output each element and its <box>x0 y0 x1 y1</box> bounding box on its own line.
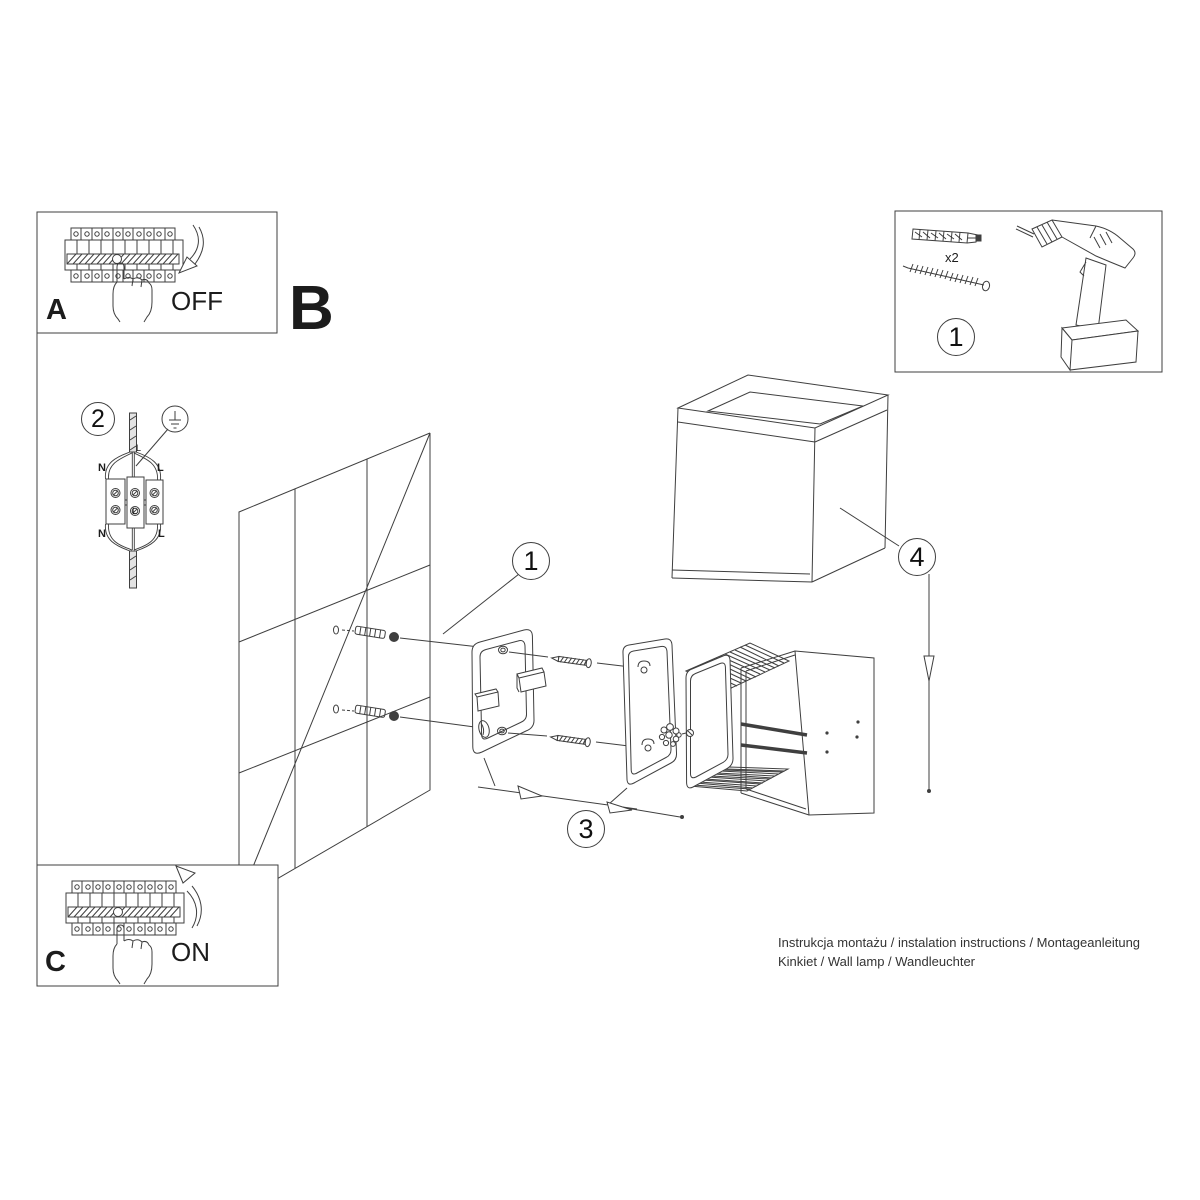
panel-a-label: A <box>46 294 67 326</box>
panel-c-label: C <box>45 946 66 978</box>
wiring-marker: 2 <box>81 402 115 436</box>
mains-cable-bottom <box>130 551 137 588</box>
step-shade-marker: 4 <box>898 538 936 576</box>
callout-step4-line <box>924 574 934 793</box>
terminal-l-top: L <box>157 462 164 474</box>
ground-symbol-icon <box>136 406 188 466</box>
frame-box-kit <box>895 211 1162 372</box>
step-insert-marker: 3 <box>567 810 605 848</box>
back-housing-drawing <box>741 651 874 815</box>
kit-marker: 1 <box>937 318 975 356</box>
wire-label-l-top: L <box>136 443 142 453</box>
panel-b-label: B <box>289 274 334 343</box>
fixing-screw-lower <box>508 733 645 748</box>
panel-a-action-off: OFF <box>171 286 223 316</box>
wall-drawing <box>239 433 430 901</box>
panel-c-action-on: ON <box>171 937 210 967</box>
circuit-breaker-icon <box>66 881 184 935</box>
callout-step1-line <box>443 574 519 634</box>
gasket-frame-drawing <box>623 639 677 784</box>
footer-line1: Instrukcja montażu / instalation instructions / Montageanleitung <box>778 935 1141 950</box>
kit-quantity: x2 <box>945 250 959 265</box>
lamp-module-drawing <box>686 643 789 791</box>
footer-line2: Kinkiet / Wall lamp / Wandleuchter <box>778 954 975 969</box>
anchor-screw-upper <box>334 626 498 649</box>
frame-box-c <box>37 865 278 986</box>
cube-shade-drawing <box>672 375 899 582</box>
terminal-n-bottom: N <box>98 528 106 540</box>
wire-label-l-mid: L <box>132 506 138 516</box>
terminal-n-top: N <box>98 462 106 474</box>
terminal-block-drawing <box>105 452 163 551</box>
step-mount-marker: 1 <box>512 542 550 580</box>
terminal-l-bottom: L <box>158 528 165 540</box>
